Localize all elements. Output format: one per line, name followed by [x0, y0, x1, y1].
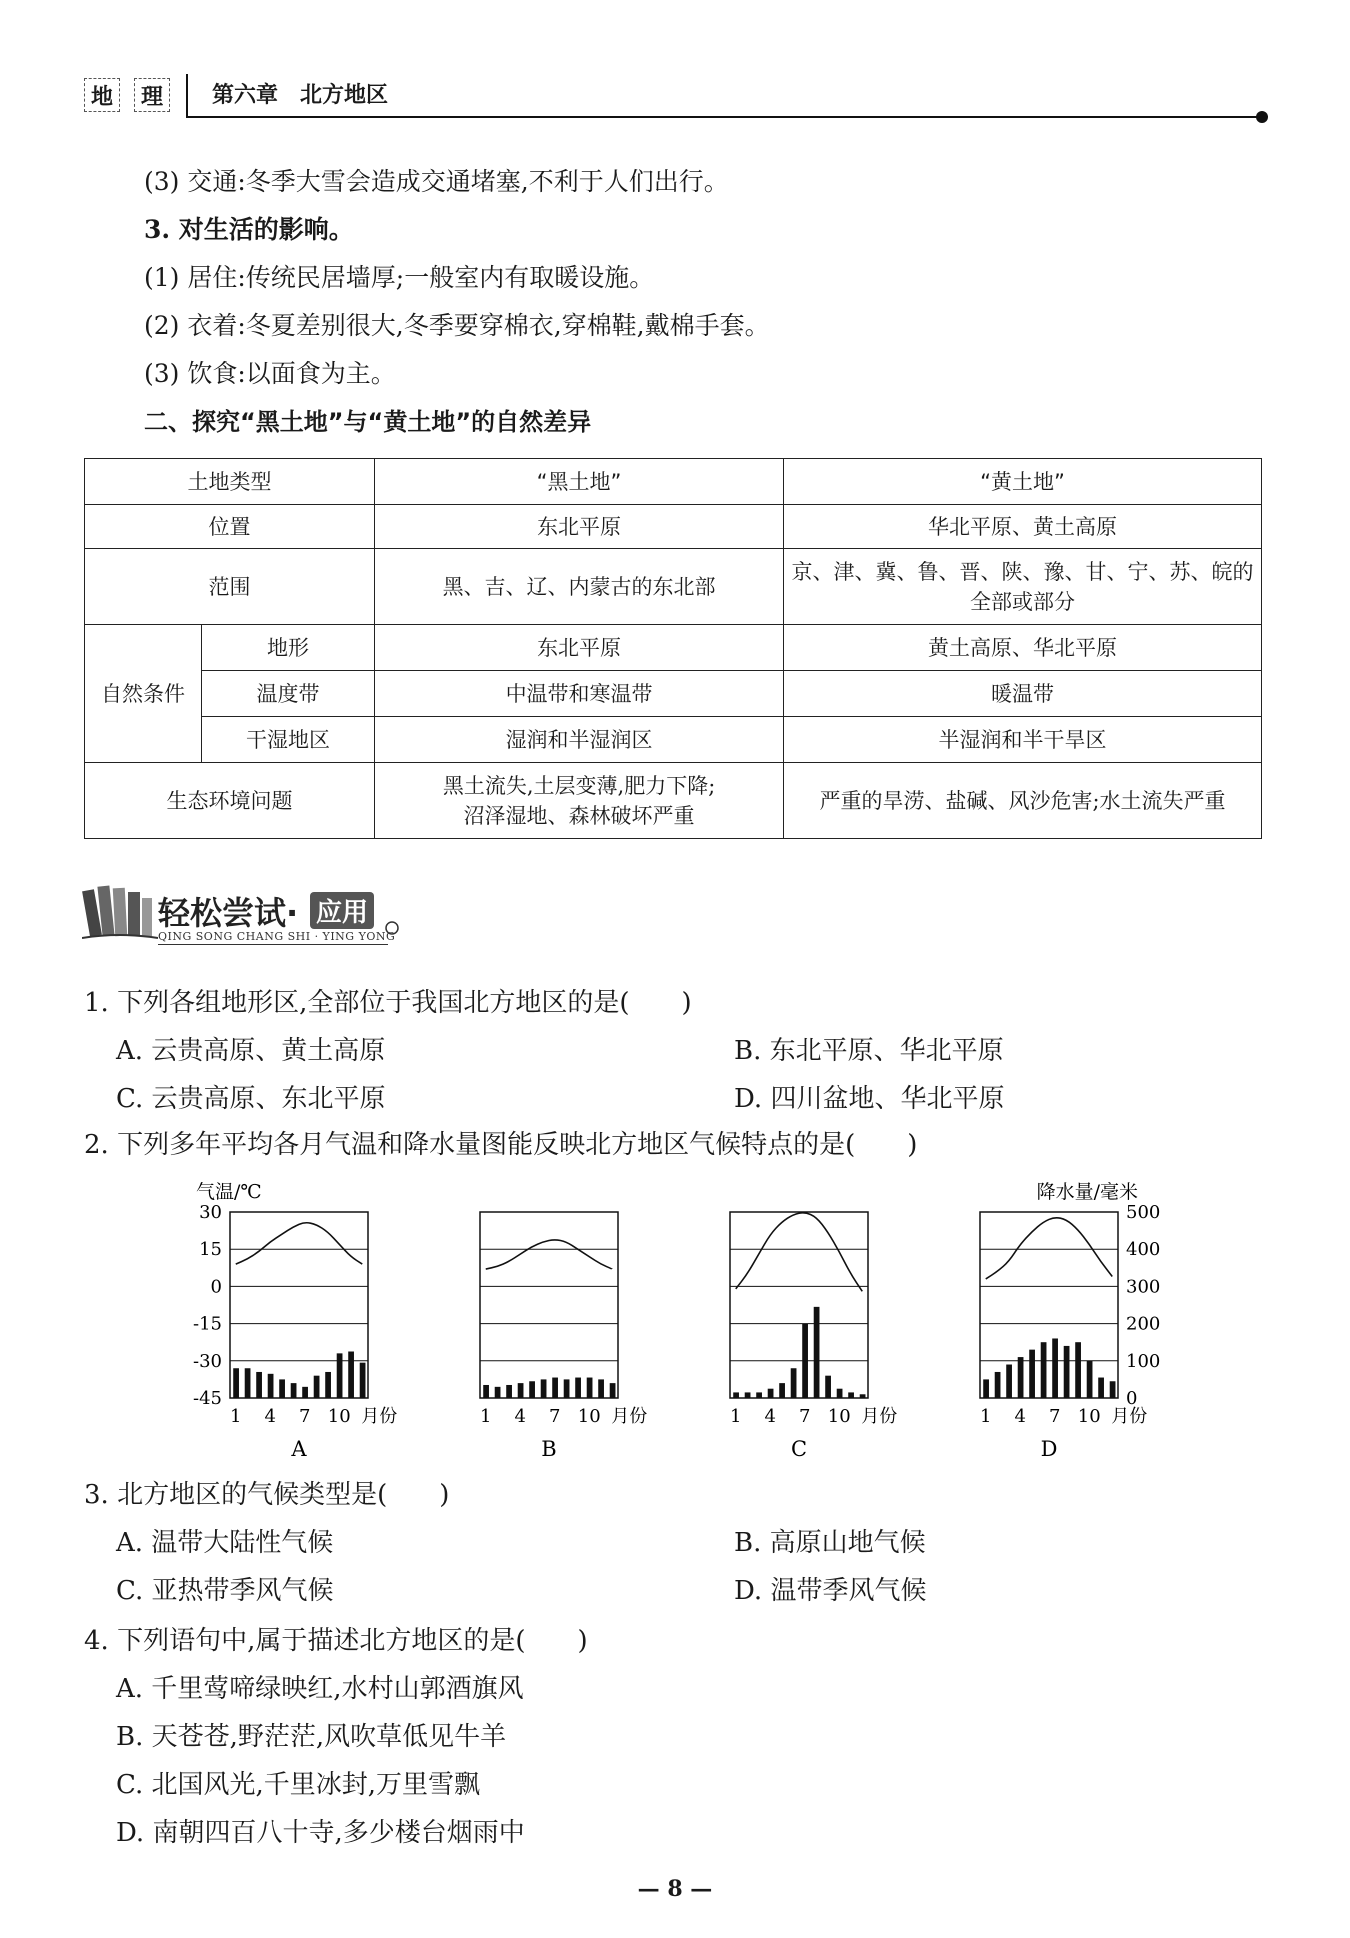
precip-bar: [575, 1378, 581, 1398]
x-tick-label: 10: [827, 1406, 851, 1427]
panel-label: D: [1040, 1437, 1058, 1461]
question-option[interactable]: D. 南朝四百八十寺,多少楼台烟雨中: [116, 1818, 525, 1848]
x-unit-label: 月份: [1111, 1406, 1148, 1427]
chart-frame: [980, 1212, 1118, 1398]
x-tick-label: 1: [230, 1406, 242, 1427]
table-row: [85, 717, 1262, 763]
banner-title: 轻松尝试·: [158, 894, 299, 932]
panel-label: B: [541, 1437, 557, 1461]
table-cell: 中温带和寒温带: [375, 671, 784, 717]
table-cell: 半湿润和半干旱区: [784, 717, 1262, 763]
precip-bar: [483, 1385, 489, 1398]
temp-tick-label: -30: [193, 1350, 222, 1372]
precip-tick-label: 200: [1126, 1313, 1161, 1335]
precip-bar: [291, 1383, 297, 1398]
table-cell: [375, 763, 784, 839]
precip-bar: [279, 1379, 285, 1398]
table-cell: 干湿地区: [202, 717, 375, 763]
precip-bar: [1018, 1357, 1024, 1398]
question-option[interactable]: D. 温带季风气候: [734, 1576, 927, 1606]
question-stem: 2. 下列多年平均各月气温和降水量图能反映北方地区气候特点的是( ): [84, 1130, 918, 1160]
precip-tick-label: 0: [1126, 1388, 1138, 1409]
precip-bar: [860, 1394, 866, 1398]
table-cell: 位置: [85, 505, 375, 549]
precip-bar: [337, 1353, 343, 1398]
precip-tick-label: 100: [1126, 1350, 1161, 1372]
precip-bar: [1029, 1350, 1035, 1398]
precip-bar: [791, 1368, 797, 1398]
question-option[interactable]: C. 北国风光,千里冰封,万里雪飘: [116, 1770, 481, 1800]
precip-bar: [756, 1392, 762, 1398]
table-cell: 地形: [202, 625, 375, 671]
chart-frame: [230, 1212, 368, 1398]
table-cell: 自然条件: [85, 625, 202, 763]
x-tick-label: 10: [1077, 1406, 1101, 1427]
table-head-cell: “黄土地”: [784, 459, 1262, 505]
header-rule: [186, 116, 1266, 118]
precip-bar: [518, 1383, 524, 1398]
precip-bar: [1064, 1346, 1070, 1398]
precip-bar: [506, 1385, 512, 1398]
header-rule-dot: [1256, 111, 1268, 123]
climate-charts: [0, 1170, 1350, 1470]
x-tick-label: 7: [1049, 1406, 1061, 1427]
intro-line: (2) 衣着:冬夏差别很大,冬季要穿棉衣,穿棉鞋,戴棉手套。: [144, 311, 770, 340]
precip-bar: [802, 1324, 808, 1398]
subject-char-li: 理: [134, 78, 170, 112]
x-tick-label: 4: [514, 1406, 526, 1427]
question-stem: 3. 北方地区的气候类型是( ): [84, 1480, 450, 1510]
table-cell: 黄土高原、华北平原: [784, 625, 1262, 671]
x-tick-label: 7: [799, 1406, 811, 1427]
x-tick-label: 7: [299, 1406, 311, 1427]
table-cell: 湿润和半湿润区: [375, 717, 784, 763]
question-option[interactable]: B. 东北平原、华北平原: [734, 1036, 1004, 1066]
precip-bar: [552, 1378, 558, 1398]
precip-bar: [995, 1372, 1001, 1398]
precip-bar: [245, 1368, 251, 1398]
table-row: [85, 671, 1262, 717]
precip-bar: [348, 1352, 354, 1399]
precip-bar: [848, 1392, 854, 1398]
intro-line: 3. 对生活的影响。: [144, 215, 354, 244]
table-row: [85, 459, 1262, 505]
precip-bar: [256, 1372, 262, 1398]
table-head-cell: “黑土地”: [375, 459, 784, 505]
question-option[interactable]: B. 高原山地气候: [734, 1528, 926, 1558]
banner-tag: 应用: [310, 892, 374, 929]
precip-bar: [837, 1389, 843, 1398]
page-number: — 8 —: [637, 1876, 713, 1902]
table-cell: 华北平原、黄土高原: [784, 505, 1262, 549]
question-option[interactable]: D. 四川盆地、华北平原: [734, 1084, 1005, 1114]
chart-frame: [730, 1212, 868, 1398]
table-cell-line: 全部或部分: [970, 589, 1076, 614]
question-option[interactable]: A. 千里莺啼绿映红,水村山郭酒旗风: [116, 1674, 524, 1704]
question-option[interactable]: A. 温带大陆性气候: [116, 1528, 334, 1558]
precip-bar: [302, 1387, 308, 1398]
precip-bar: [768, 1389, 774, 1398]
x-unit-label: 月份: [361, 1406, 398, 1427]
precip-bar: [495, 1387, 501, 1398]
question-stem: 4. 下列语句中,属于描述北方地区的是( ): [84, 1626, 588, 1656]
x-tick-label: 4: [764, 1406, 776, 1427]
precip-bar: [360, 1363, 366, 1398]
table-cell: 暖温带: [784, 671, 1262, 717]
precip-bar: [1041, 1342, 1047, 1398]
intro-line: (3) 交通:冬季大雪会造成交通堵塞,不利于人们出行。: [144, 167, 729, 196]
precip-bar: [598, 1379, 604, 1398]
temperature-line: [736, 1213, 863, 1292]
temp-tick-label: 15: [199, 1239, 222, 1261]
table-row: [85, 505, 1262, 549]
table-head-cell: 土地类型: [85, 459, 375, 505]
table-row: [85, 763, 1262, 839]
question-stem: 1. 下列各组地形区,全部位于我国北方地区的是( ): [84, 988, 692, 1018]
precip-bar: [1087, 1361, 1093, 1398]
precip-bar: [314, 1376, 320, 1398]
precip-bar: [825, 1376, 831, 1398]
temperature-line: [486, 1240, 613, 1269]
table-cell: 严重的旱涝、盐碱、风沙危害;水土流失严重: [784, 763, 1262, 839]
x-tick-label: 1: [730, 1406, 742, 1427]
question-option[interactable]: B. 天苍苍,野茫茫,风吹草低见牛羊: [116, 1722, 507, 1752]
table-cell-line: 沼泽湿地、森林破坏严重: [463, 803, 695, 828]
x-tick-label: 4: [264, 1406, 276, 1427]
table-cell: 东北平原: [375, 625, 784, 671]
precip-bar: [1110, 1381, 1116, 1398]
precip-bar: [233, 1368, 239, 1398]
x-tick-label: 4: [1014, 1406, 1026, 1427]
header-divider: [186, 74, 188, 118]
section-title: 二、探究“黑土地”与“黄土地”的自然差异: [144, 408, 592, 436]
temp-axis-label: 气温/℃: [196, 1181, 262, 1203]
table-cell: 温度带: [202, 671, 375, 717]
temp-tick-label: 0: [210, 1276, 222, 1298]
table-cell: 范围: [85, 549, 375, 625]
comparison-table: [84, 458, 1262, 839]
x-tick-label: 1: [480, 1406, 492, 1427]
precip-bar: [325, 1372, 331, 1398]
x-unit-label: 月份: [611, 1406, 648, 1427]
precip-tick-label: 300: [1126, 1276, 1161, 1298]
temperature-line: [236, 1223, 363, 1264]
precip-bar: [541, 1379, 547, 1398]
precip-bar: [268, 1374, 274, 1398]
precip-bar: [1052, 1338, 1058, 1398]
precip-tick-label: 500: [1126, 1202, 1161, 1223]
chapter-title: 第六章 北方地区: [212, 82, 389, 108]
x-unit-label: 月份: [861, 1406, 898, 1427]
precip-bar: [1006, 1365, 1012, 1398]
precip-bar: [587, 1378, 593, 1398]
banner-underline: [378, 918, 428, 938]
precip-bar: [564, 1379, 570, 1398]
temperature-line: [986, 1218, 1113, 1279]
precip-bar: [779, 1383, 785, 1398]
temp-tick-label: -15: [193, 1313, 222, 1335]
precip-bar: [529, 1381, 535, 1398]
temp-tick-label: -45: [193, 1388, 222, 1409]
x-tick-label: 7: [549, 1406, 561, 1427]
precip-bar: [745, 1392, 751, 1398]
table-cell: 东北平原: [375, 505, 784, 549]
precip-bar: [1098, 1378, 1104, 1398]
x-tick-label: 10: [327, 1406, 351, 1427]
banner-pinyin: QING SONG CHANG SHI · YING YONG: [158, 930, 396, 943]
precip-bar: [610, 1383, 616, 1398]
panel-label: C: [790, 1437, 808, 1461]
table-cell: 黑、吉、辽、内蒙古的东北部: [375, 549, 784, 625]
table-cell: [784, 549, 1262, 625]
subject-char-di: 地: [84, 78, 120, 112]
question-option[interactable]: C. 亚热带季风气候: [116, 1576, 334, 1606]
precip-bar: [1075, 1342, 1081, 1398]
panel-label: A: [291, 1437, 307, 1461]
x-tick-label: 1: [980, 1406, 992, 1427]
question-option[interactable]: A. 云贵高原、黄土高原: [116, 1036, 386, 1066]
table-cell: 生态环境问题: [85, 763, 375, 839]
books-icon: [82, 880, 158, 946]
precip-axis-label: 降水量/毫米: [1036, 1181, 1138, 1203]
table-cell-line: 京、津、冀、鲁、晋、陕、豫、甘、宁、苏、皖的: [791, 559, 1254, 584]
precip-bar: [814, 1307, 820, 1398]
banner-rule: [158, 944, 388, 945]
table-cell-line: 黑土流失,土层变薄,肥力下降;: [442, 773, 716, 798]
temp-tick-label: 30: [199, 1202, 222, 1223]
question-option[interactable]: C. 云贵高原、东北平原: [116, 1084, 386, 1114]
table-row: [85, 625, 1262, 671]
intro-line: (1) 居住:传统民居墙厚;一般室内有取暖设施。: [144, 263, 655, 292]
x-tick-label: 10: [577, 1406, 601, 1427]
precip-bar: [983, 1379, 989, 1398]
precip-bar: [733, 1392, 739, 1398]
precip-tick-label: 400: [1126, 1239, 1161, 1261]
table-row: [85, 549, 1262, 625]
intro-line: (3) 饮食:以面食为主。: [144, 359, 396, 388]
